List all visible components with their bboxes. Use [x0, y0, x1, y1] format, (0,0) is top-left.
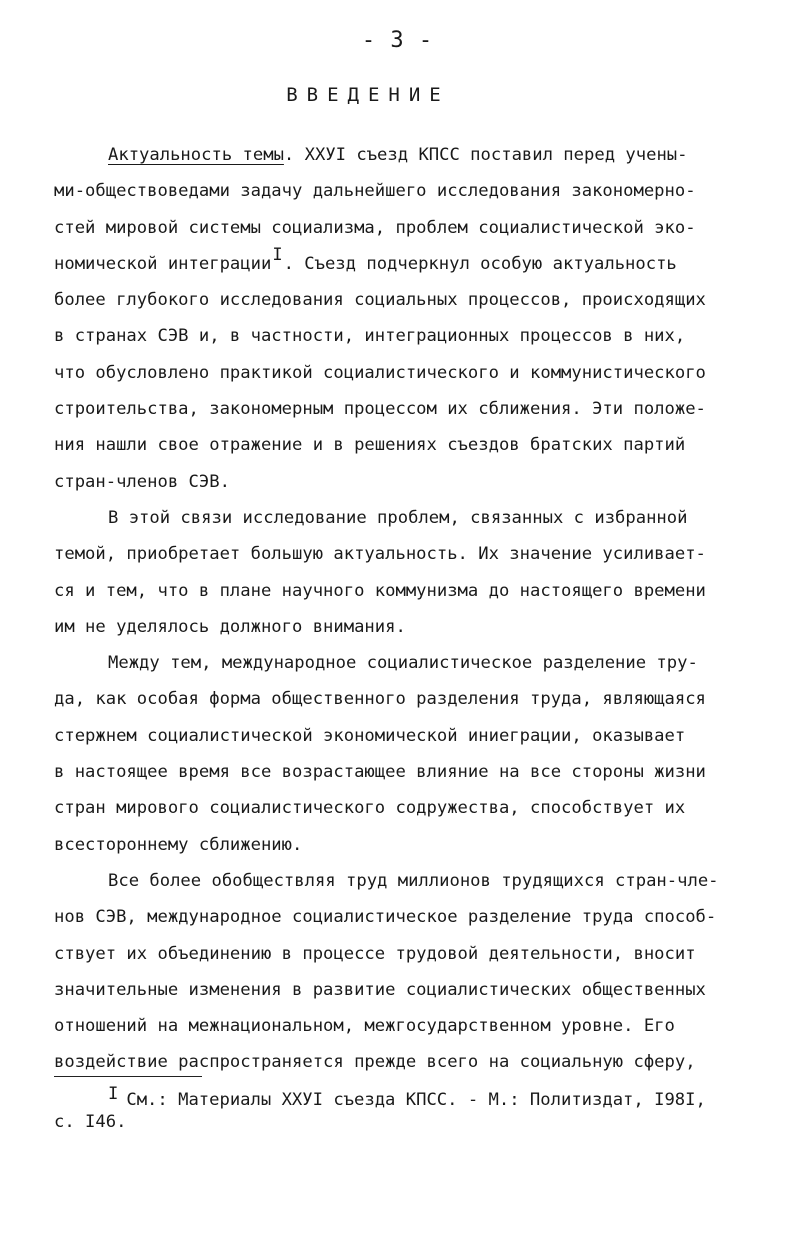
text-line: Между тем, международное социалистическое разделение тру-: [108, 653, 698, 674]
text-line: Актуальность темы. ХХУI съезд КПСС поставил перед учены-: [108, 145, 688, 165]
text-line: В этой связи исследование проблем, связанных с избранной: [108, 507, 688, 528]
paragraph-1: [54, 137, 764, 500]
paragraph-4: [54, 863, 764, 1081]
body-text: [54, 137, 764, 1081]
text-line: да, как особая форма общественного разделения труда, являющаяся: [54, 689, 706, 710]
text-line: номической интеграцииI. Съезд подчеркнул особую актуальность: [54, 244, 677, 274]
footnote: [54, 1084, 764, 1133]
page-number: - 3 -: [361, 28, 434, 53]
text-line: строительства, закономерным процессом их сближения. Эти положе-: [54, 399, 706, 420]
paragraph-2: [54, 500, 764, 645]
text-line: что обусловлено практикой социалистического и коммунистического: [54, 362, 706, 383]
topic-relevance-label: Актуальность темы: [108, 145, 284, 165]
text-line: ми-обществоведами задачу дальнейшего исследования закономерно-: [54, 181, 696, 202]
text-line: стран-членов СЭВ.: [54, 471, 230, 492]
text-line: отношений на межнациональном, межгосударственном уровне. Его: [54, 1016, 675, 1037]
text-line: стей мировой системы социализма, проблем социалистической эко-: [54, 217, 696, 238]
text-line: ния нашли свое отражение и в решениях съездов братских партий: [54, 435, 686, 456]
text-line: темой, приобретает большую актуальность. Их значение усиливает-: [54, 544, 706, 565]
text-line: в настоящее время все возрастающее влияние на все стороны жизни: [54, 762, 706, 783]
text-line: значительные изменения в развитие социалистических общественных: [54, 979, 706, 1000]
paragraph-3: [54, 645, 764, 863]
text-line: ствует их объединению в процессе трудовой деятельности, вносит: [54, 943, 696, 964]
text-line: в странах СЭВ и, в частности, интеграционных процессов в них,: [54, 326, 686, 347]
text-line: ся и тем, что в плане научного коммунизма до настоящего времени: [54, 580, 706, 601]
text-line: Все более обобществляя труд миллионов трудящихся стран-чле-: [108, 870, 719, 891]
footnote-divider: [54, 1076, 202, 1077]
text-line: более глубокого исследования социальных процессов, происходящих: [54, 290, 706, 311]
footnote-mark: I: [108, 1084, 119, 1104]
text-line: воздействие распространяется прежде всего на социальную сферу,: [54, 1052, 696, 1073]
text-line: стран мирового социалистического содружества, способствует их: [54, 798, 686, 819]
section-heading: ВВЕДЕНИЕ: [286, 84, 450, 106]
text-line: нов СЭВ, международное социалистическое разделение труда способ-: [54, 907, 717, 928]
footnote-line: I См.: Материалы ХХУI съезда КПСС. - М.: Политиздат, I98I,: [108, 1084, 706, 1110]
footnote-line: с. I46.: [54, 1112, 127, 1132]
footnote-reference: I: [272, 244, 283, 265]
text-line: всестороннему сближению.: [54, 834, 303, 855]
text-line: стержнем социалистической экономической иниеграции, оказывает: [54, 725, 686, 746]
text-line: им не уделялось должного внимания.: [54, 616, 406, 637]
